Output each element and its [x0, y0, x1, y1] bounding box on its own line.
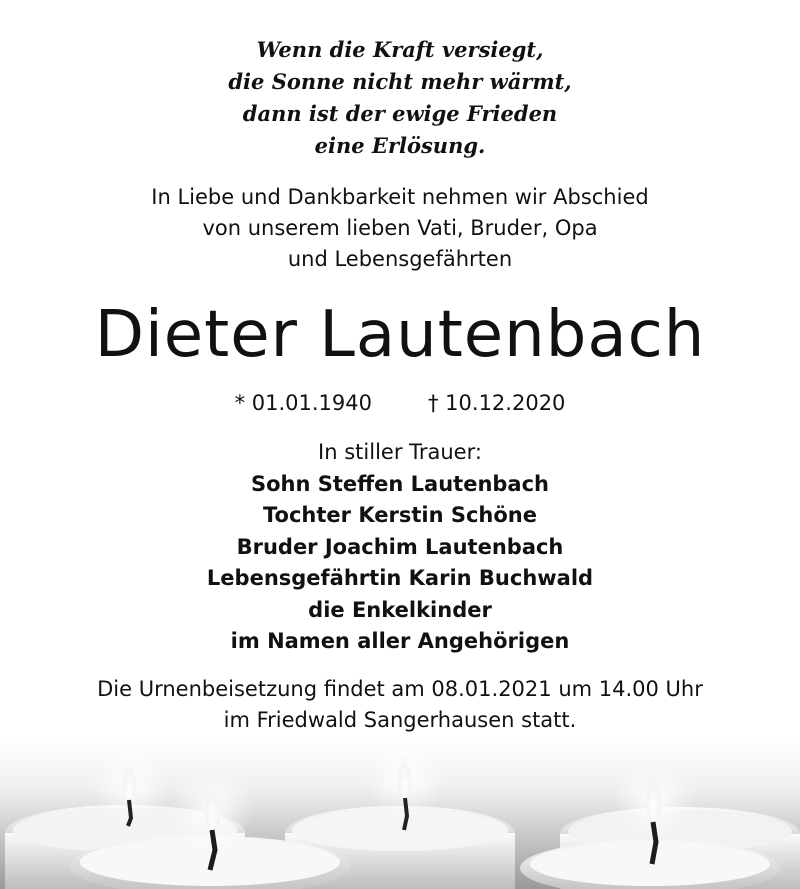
mourner: Bruder Joachim Lautenbach — [236, 534, 564, 559]
mourner: Lebensgefährtin Karin Buchwald — [206, 566, 594, 591]
intro-line: von unserem lieben Vati, Bruder, Opa — [202, 216, 598, 240]
poem-verse — [0, 34, 800, 162]
mourning-heading: In stiller Trauer: — [318, 440, 482, 464]
poem-line: eine Erlösung. — [314, 133, 486, 158]
mourner: Sohn Steffen Lautenbach — [250, 472, 550, 496]
candles-image — [0, 738, 800, 889]
poem-line: Wenn die Kraft versiegt, — [256, 37, 544, 62]
death-date: † 10.12.2020 — [428, 391, 566, 415]
mourner: die Enkelkinder — [308, 597, 492, 622]
birth-date: * 01.01.1940 — [234, 391, 372, 415]
poem-line: dann ist der ewige Frieden — [242, 101, 558, 126]
intro-line: und Lebensgefährten — [287, 247, 513, 271]
poem-line: die Sonne nicht mehr wärmt, — [228, 69, 572, 94]
mourner: Tochter Kerstin Schöne — [263, 503, 537, 528]
intro-line: In Liebe und Dankbarkeit nehmen wir Abschied — [151, 185, 649, 209]
funeral-line: Die Urnenbeisetzung findet am 08.01.2021 um 14.00 Uhr — [97, 677, 703, 701]
farewell-intro — [0, 182, 800, 275]
life-dates — [0, 388, 800, 418]
mourners-list — [0, 469, 800, 657]
deceased-name: Dieter Lautenbach — [94, 298, 706, 372]
funeral-notice — [0, 674, 800, 736]
funeral-line: im Friedwald Sangerhausen statt. — [223, 708, 577, 732]
mourner: im Namen aller Angehörigen — [230, 629, 570, 654]
